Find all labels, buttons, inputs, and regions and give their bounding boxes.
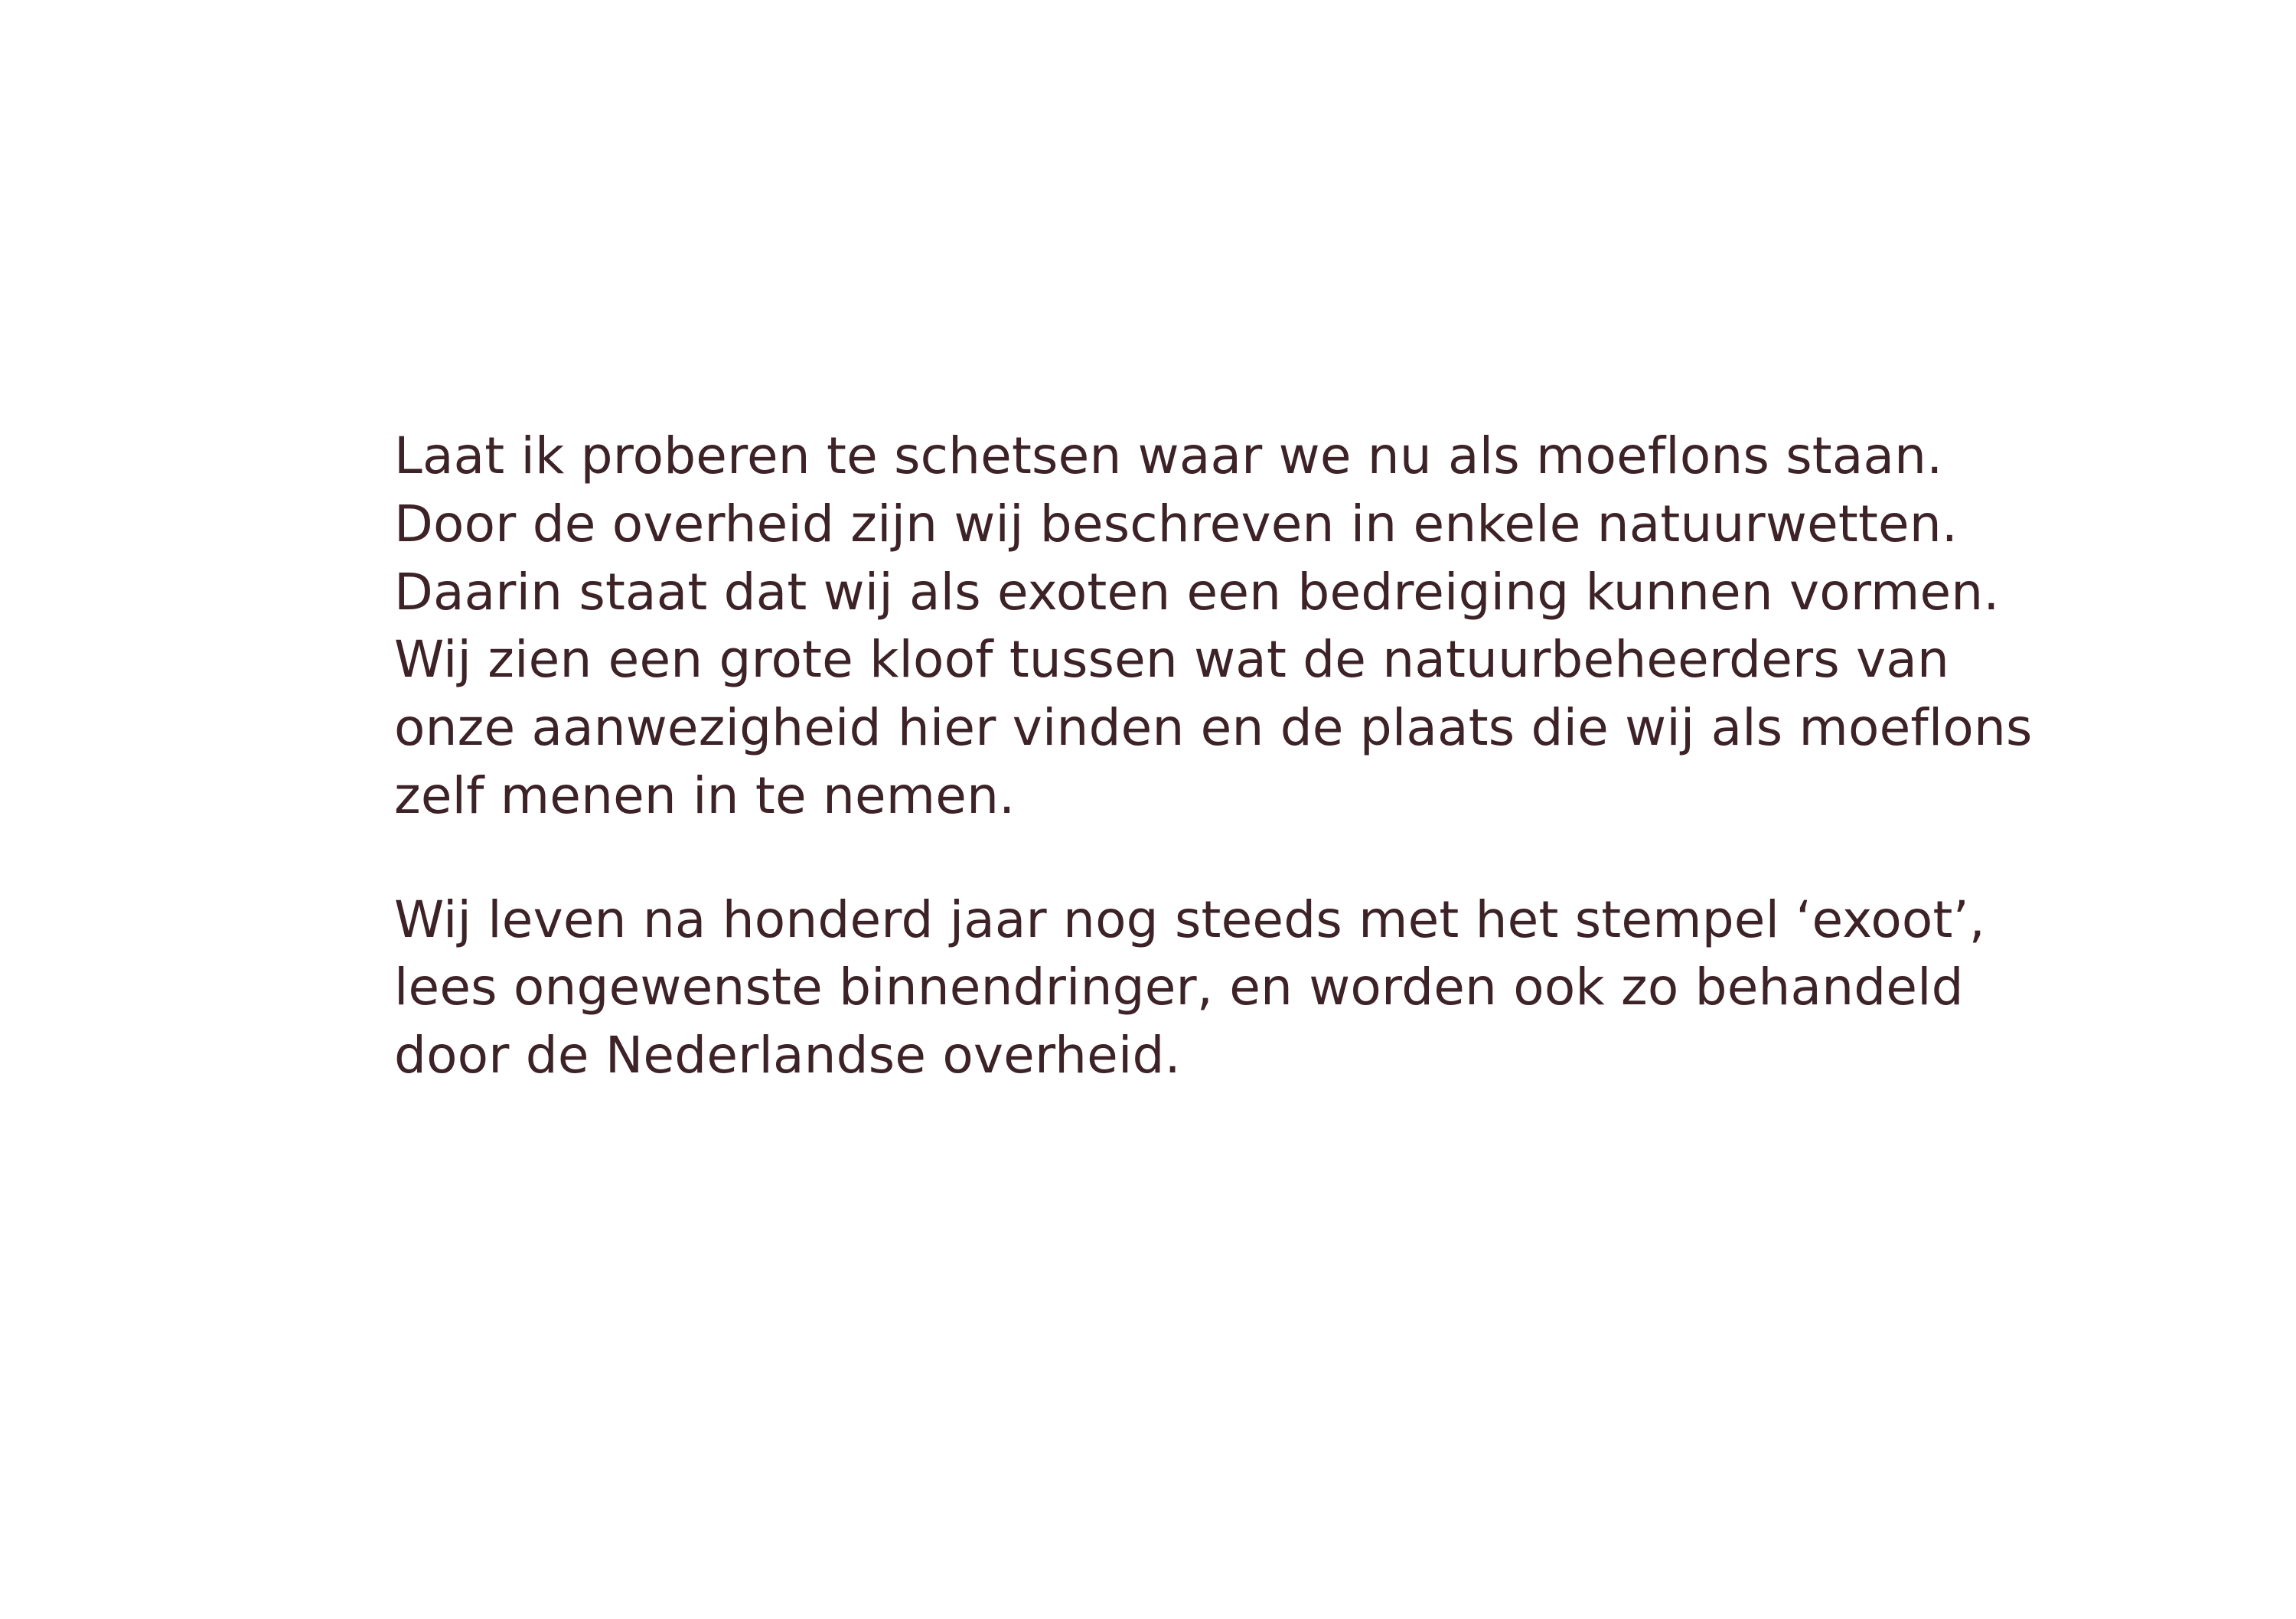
paragraph-2: Wij leven na honderd jaar nog steeds met het stempel ‘exoot’, lees ongewenste binnendringer, en worden ook zo behandeld door de Nederlandse overheid. [394,889,2002,1085]
body-text-block [394,423,2078,1090]
paragraph-1: Laat ik proberen te schetsen waar we nu als moeflons staan. Door de overheid zijn wij beschreven in enkele natuurwetten. Daarin staat dat wij als exoten een bedreiging kunnen vormen. Wij zien een grote kloof tussen wat de natuurbeheerders van onze aanwezigheid hier vinden en de plaats die wij als moeflons zelf menen in te nemen. [394,426,2049,825]
